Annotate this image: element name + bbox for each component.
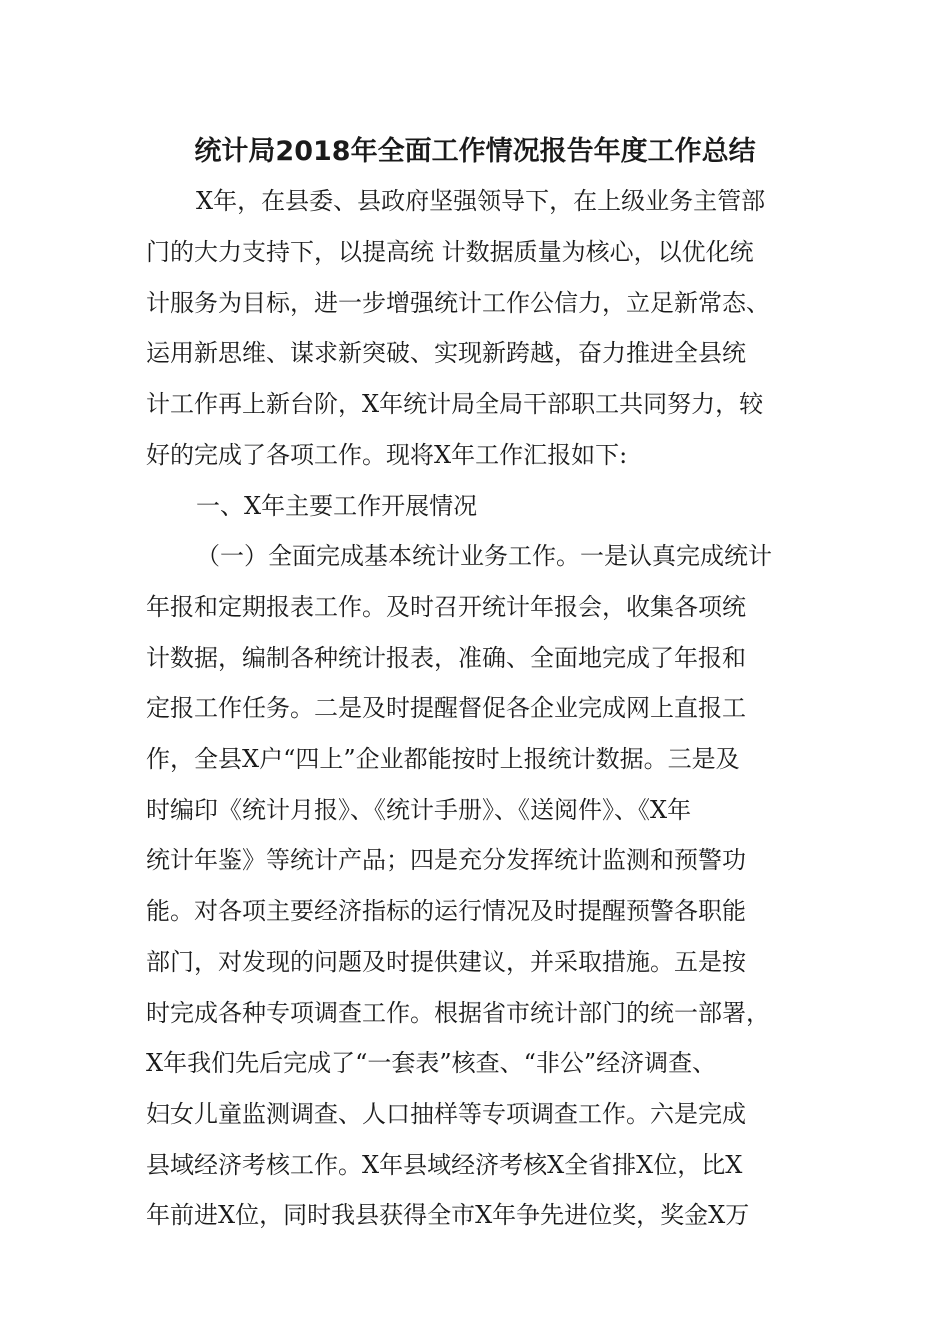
paragraph-line: 计数据，编制各种统计报表，准确、全面地完成了年报和 (146, 644, 746, 672)
paragraph-line: 妇女儿童监测调查、人口抽样等专项调查工作。六是完成 (146, 1100, 746, 1128)
paragraph-line: 年报和定期报表工作。及时召开统计年报会，收集各项统 (146, 593, 746, 621)
paragraph-line: 好的完成了各项工作。现将X年工作汇报如下: (146, 441, 628, 469)
paragraph-line: 县域经济考核工作。X年县域经济考核X全省排X位，比X (146, 1151, 743, 1179)
paragraph-line: X年我们先后完成了“一套表”核查、“非公”经济调查、 (146, 1049, 717, 1077)
paragraph-line: 能。对各项主要经济指标的运行情况及时提醒预警各职能 (146, 897, 746, 925)
document-title: 统计局2018年全面工作情况报告年度工作总结 (194, 136, 756, 167)
section-heading: 一、X年主要工作开展情况 (196, 492, 478, 520)
paragraph-line: （一）全面完成基本统计业务工作。一是认真完成统计 (196, 542, 772, 570)
paragraph-line: 计服务为目标，进一步增强统计工作公信力，立足新常态、 (146, 289, 770, 317)
paragraph-line: 部门，对发现的问题及时提供建议，并采取措施。五是按 (146, 948, 746, 976)
paragraph-line: 作，全县X户“四上”企业都能按时上报统计数据。三是及 (146, 745, 740, 773)
paragraph-line: 计工作再上新台阶，X年统计局全局干部职工共同努力，较 (146, 390, 764, 418)
paragraph-line: 时编印《统计月报》、《统计手册》、《送阅件》、《X年 (146, 796, 692, 824)
paragraph-line: 年前进X位，同时我县获得全市X年争先进位奖，奖金X万 (146, 1201, 750, 1229)
paragraph-line: 运用新思维、谋求新突破、实现新跨越，奋力推进全县统 (146, 339, 746, 367)
paragraph-line: 定报工作任务。二是及时提醒督促各企业完成网上直报工 (146, 694, 746, 722)
paragraph-line: X年，在县委、县政府坚强领导下，在上级业务主管部 (196, 187, 766, 215)
paragraph-line: 统计年鉴》等统计产品；四是充分发挥统计监测和预警功 (146, 846, 746, 874)
paragraph-line: 门的大力支持下，以提高统 计数据质量为核心，以优化统 (146, 238, 754, 266)
paragraph-line: 时完成各种专项调查工作。根据省市统计部门的统一部署， (146, 999, 770, 1027)
